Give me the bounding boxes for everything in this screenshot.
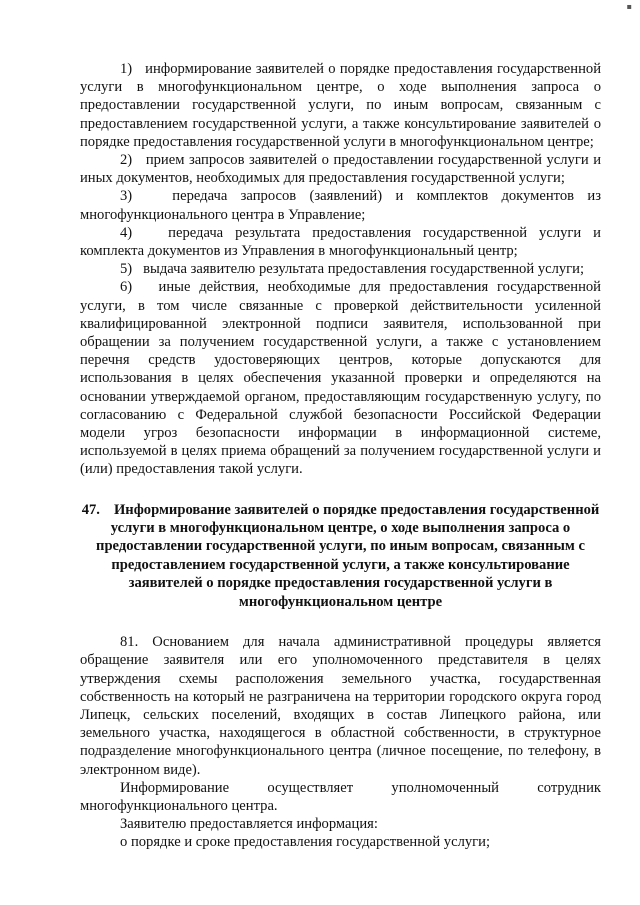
list-item-number: 1) [120, 61, 133, 77]
list-item [80, 151, 601, 187]
list-item [80, 278, 601, 478]
list-item-number: 5) [120, 261, 133, 278]
list-item-number: 3) [120, 188, 133, 205]
list-item-text: прием запросов заявителей о предоставлении государственной услуги и иных документов, необходимых для предоставления государственной услуги; [80, 152, 601, 187]
list-item-text: передача запросов (заявлений) и комплектов документов из многофункционального центра в Управление; [80, 188, 602, 223]
list-item-text: иные действия, необходимые для предоставления государственной услуги, в том числе связанные с проверкой действительности усиленной квалифицированной электронной подписи заявителя, использованной при обращении за получением государственной услуги, а также с установлением перечня средств удостоверяющих центров, которые допускаются для использования в целях обеспечения указанной проверки и определяются на основании утверждаемой органом, предоставляющим государственную услугу, по согласованию с Федеральной службой безопасности Российской Федерации модели угроз безопасности информации в информационной системе, используемой в целях приема обращений за получением государственной услуги и (или) предоставления такой услуги. [80, 279, 601, 478]
corner-mark: ▪ [626, 2, 632, 11]
list-item [80, 60, 601, 151]
list-item [80, 260, 601, 278]
list-item [80, 224, 601, 260]
paragraph-81: 81. Основанием для начала административной процедуры является обращение заявителя или его уполномоченного представителя в целях утверждения схемы расположения земельного участка, государственная собственность на который не разграничена на территории городского округа город Липецк, сельских поселений, входящих в состав Липецкого района, или земельного участка, находящегося в областной собственности, в структурное подразделение многофункционального центра (личное посещение, по телефону, в электронном виде). [80, 634, 601, 778]
section-title: Информирование заявителей о порядке предоставления государственной услуги в многофункциональном центре, о ходе выполнения запроса о предоставлении государственной услуги, по иным вопросам, связанным с предоставлением государственной услуги, а также консультирование заявителей о порядке предоставления государственной услуги в многофункциональном центре [96, 501, 600, 610]
paragraph-inform: Информирование осуществляет уполномоченный сотрудник многофункционального центра. [80, 779, 601, 814]
list-item-number: 4) [120, 224, 133, 241]
list-item-number: 6) [120, 279, 133, 296]
section-number: 47. [81, 501, 100, 518]
paragraph-order: о порядке и сроке предоставления государственной услуги; [120, 834, 491, 851]
section-heading [80, 501, 601, 611]
list-item [80, 187, 601, 223]
document-page [80, 60, 601, 852]
list-item-text: передача результата предоставления государственной услуги и комплекта документов из Управления в многофункциональный центр; [80, 224, 601, 260]
list-item-text: информирование заявителей о порядке предоставления государственной услуги в многофункциональном центре, о ходе выполнения запроса о предоставлении государственной услуги, по иным вопросам, связанным с предоставлением государственной услуги, а также консультирование заявителей о порядке предоставления государственной услуги в многофункциональном центре; [80, 61, 602, 150]
list-item-text: выдача заявителю результата предоставления государственной услуги; [143, 261, 585, 278]
paragraph-provided: Заявителю предоставляется информация: [120, 816, 378, 833]
list-item-number: 2) [120, 152, 133, 169]
